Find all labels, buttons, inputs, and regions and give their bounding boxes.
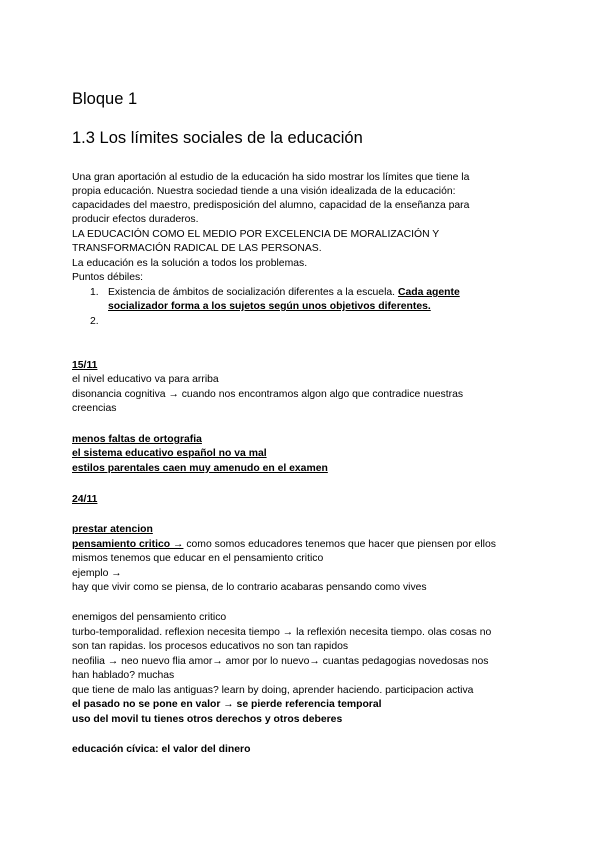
list-item-text: Existencia de ámbitos de socialización diferentes a la escuela. xyxy=(108,287,396,298)
list-item-1 xyxy=(108,286,460,299)
intro-line: producir efectos duraderos. xyxy=(72,214,199,225)
block-title: Bloque 1 xyxy=(72,90,138,108)
bold-term: pensamiento critico → xyxy=(72,539,184,550)
note-line: ejemplo → xyxy=(72,568,122,579)
note-line xyxy=(72,538,496,551)
intro-caps-line: LA EDUCACIÓN COMO EL MEDIO POR EXCELENCIA DE MORALIZACIÓN Y xyxy=(72,229,440,240)
bold-note: el pasado no se pone en valor → se pierde referencia temporal xyxy=(72,699,382,710)
bold-note: uso del movil tu tienes otros derechos y otros deberes xyxy=(72,714,343,725)
note-text: como somos educadores tenemos que hacer que piensen por ellos xyxy=(183,539,496,550)
note-line: enemigos del pensamiento critico xyxy=(72,612,227,623)
list-number: 2. xyxy=(90,316,99,327)
list-item-bold-cont: socializador forma a los sujetos según unos objetivos diferentes. xyxy=(108,301,431,312)
note-line: que tiene de malo las antiguas? learn by doing, aprender haciendo. participacion activa xyxy=(72,685,474,696)
note-line: disonancia cognitiva → cuando nos encontramos algon algo que contradice nuestras xyxy=(72,389,464,400)
note-line: neofilia → neo nuevo flia amor→ amor por lo nuevo→ cuantas pedagogias novedosas nos xyxy=(72,656,489,667)
intro-caps-line: TRANSFORMACIÓN RADICAL DE LAS PERSONAS. xyxy=(72,243,322,254)
list-number: 1. xyxy=(90,287,99,298)
bold-note: educación cívica: el valor del dinero xyxy=(72,744,251,755)
bold-note: el sistema educativo español no va mal xyxy=(72,448,267,459)
bold-note: prestar atencion xyxy=(72,524,153,535)
note-line: turbo-temporalidad. reflexion necesita tiempo → la reflexión necesita tiempo. olas cosas no xyxy=(72,627,492,638)
intro-line: La educación es la solución a todos los problemas. xyxy=(72,258,308,269)
weak-points-label: Puntos débiles: xyxy=(72,272,144,283)
list-item-bold: Cada agente xyxy=(397,287,460,298)
note-line: hay que vivir como se piensa, de lo contrario acabaras pensando como vives xyxy=(72,582,427,593)
note-line: creencias xyxy=(72,403,117,414)
bold-note: estilos parentales caen muy amenudo en el examen xyxy=(72,463,328,474)
section-title: 1.3 Los límites sociales de la educación xyxy=(72,129,363,147)
intro-line: propia educación. Nuestra sociedad tiende a una visión idealizada de la educación: xyxy=(72,186,456,197)
note-line: mismos tenemos que educar en el pensamiento critico xyxy=(72,553,324,564)
note-line: son tan rapidas. los procesos educativos no son tan rapidos xyxy=(72,641,349,652)
intro-line: Una gran aportación al estudio de la educación ha sido mostrar los límites que tiene la xyxy=(72,172,470,183)
note-line: el nivel educativo va para arriba xyxy=(72,374,219,385)
intro-line: capacidades del maestro, predisposición del alumno, capacidad de la enseñanza para xyxy=(72,200,470,211)
date-heading: 24/11 xyxy=(72,494,98,505)
note-line: han hablado? muchas xyxy=(72,670,175,681)
date-heading: 15/11 xyxy=(72,360,98,371)
bold-note: menos faltas de ortografia xyxy=(72,434,202,445)
